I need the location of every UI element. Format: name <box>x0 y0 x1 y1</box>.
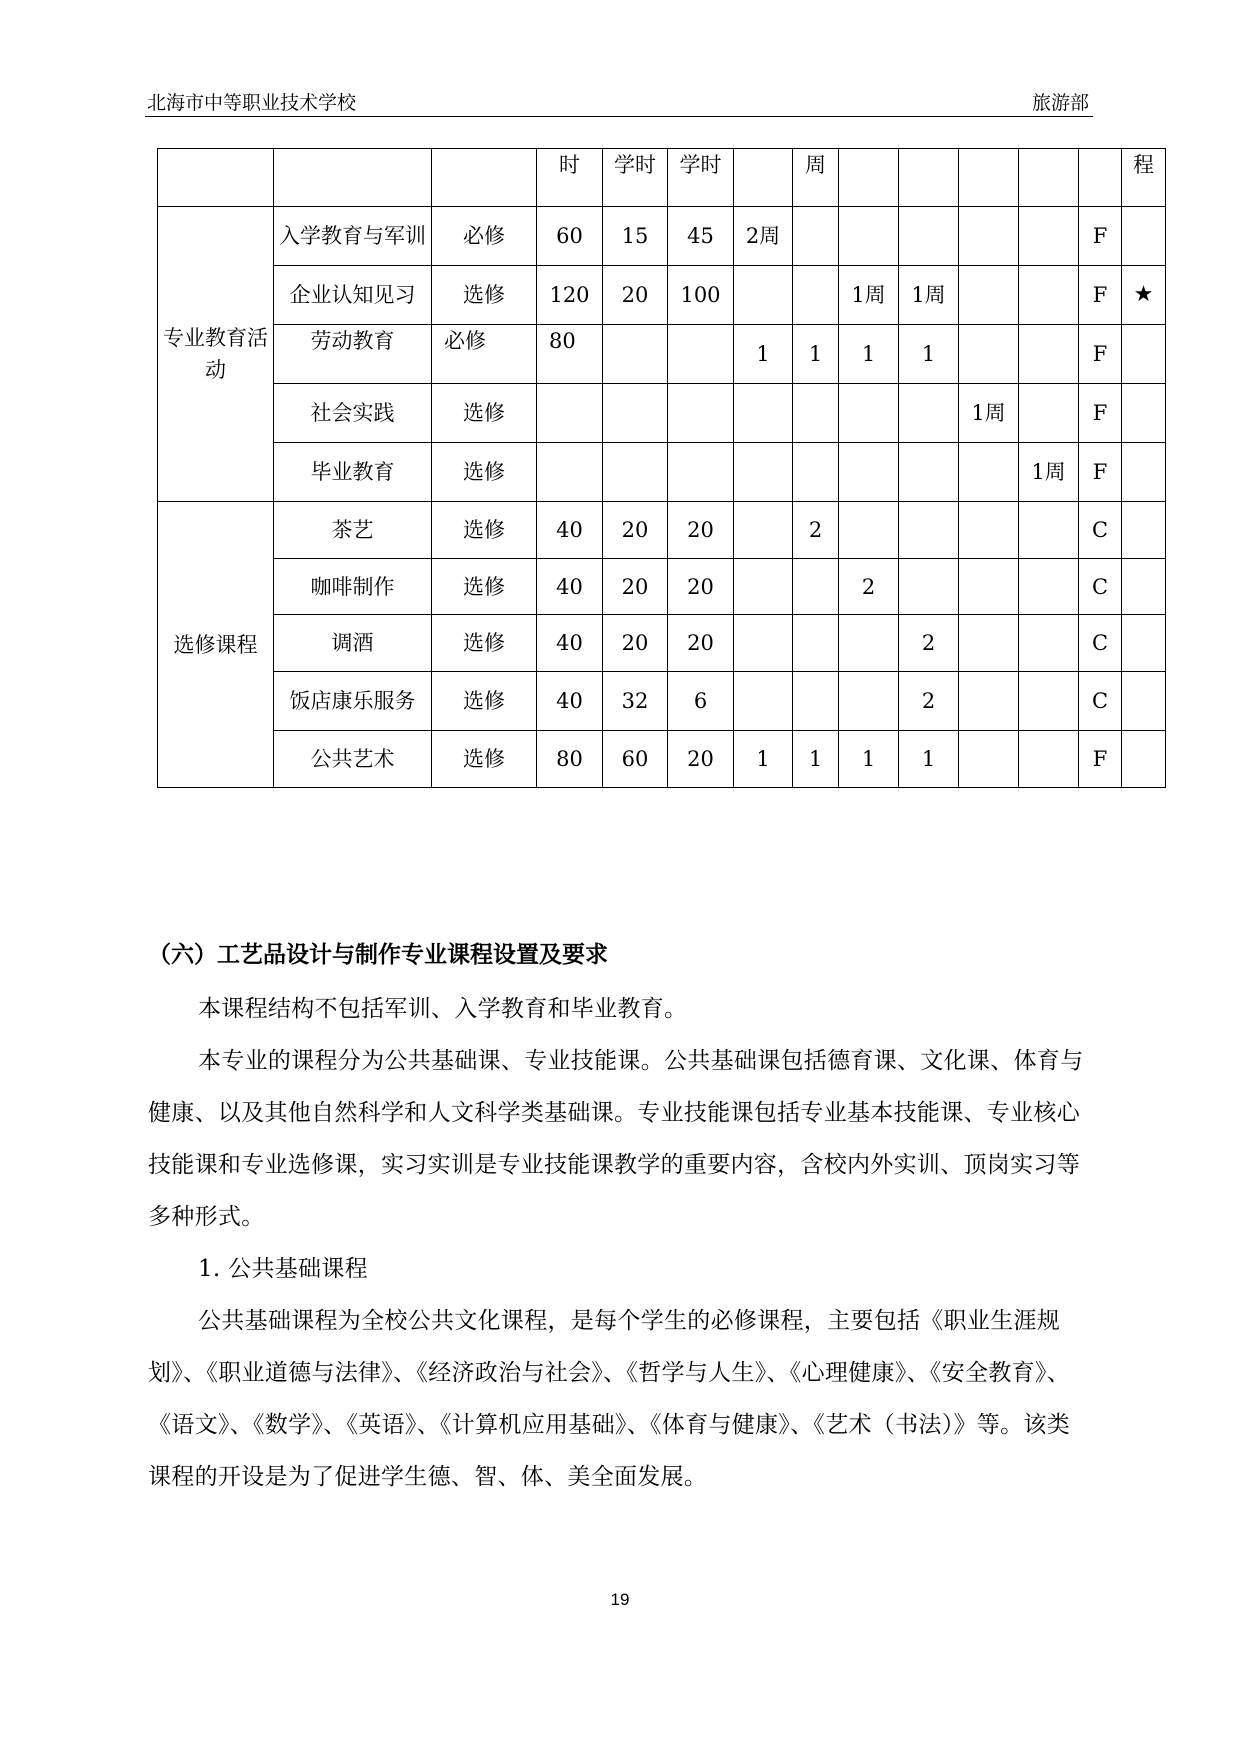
assessment: F <box>1079 266 1122 325</box>
subsection-heading: 1. 公共基础课程 <box>198 1256 368 1282</box>
practice-hours <box>668 384 734 443</box>
header-cell <box>432 149 537 207</box>
semester-3 <box>839 672 899 731</box>
header-cell <box>839 149 899 207</box>
core-mark <box>1122 731 1166 788</box>
table-row <box>158 443 1166 502</box>
semester-5 <box>959 672 1019 731</box>
table-row <box>158 207 1166 266</box>
semester-6 <box>1019 559 1079 615</box>
semester-3 <box>839 384 899 443</box>
theory-hours <box>603 443 668 502</box>
semester-4: 1 <box>899 325 959 384</box>
core-mark <box>1122 207 1166 266</box>
table-row <box>158 325 1166 384</box>
paragraph: 本课程结构不包括军训、入学教育和毕业教育。 <box>198 996 688 1022</box>
course-name: 社会实践 <box>274 384 432 443</box>
semester-3: 1 <box>839 325 899 384</box>
course-type: 选修 <box>432 615 537 672</box>
semester-4: 2 <box>899 615 959 672</box>
page-header <box>145 86 1093 117</box>
table-row <box>158 384 1166 443</box>
semester-4 <box>899 559 959 615</box>
assessment: C <box>1079 502 1122 559</box>
assessment: F <box>1079 325 1122 384</box>
table-row <box>158 559 1166 615</box>
semester-3: 1周 <box>839 266 899 325</box>
practice-hours: 20 <box>668 615 734 672</box>
school-name: 北海市中等职业技术学校 <box>147 92 357 114</box>
assessment: F <box>1079 731 1122 788</box>
header-cell <box>274 149 432 207</box>
semester-3: 1 <box>839 731 899 788</box>
header-cell: 程 <box>1122 149 1166 207</box>
course-table <box>157 148 1166 788</box>
semester-1 <box>734 559 793 615</box>
semester-2 <box>793 384 839 443</box>
course-name: 毕业教育 <box>274 443 432 502</box>
theory-hours: 20 <box>603 559 668 615</box>
course-name: 入学教育与军训 <box>274 207 432 266</box>
semester-4 <box>899 443 959 502</box>
assessment: C <box>1079 559 1122 615</box>
semester-1 <box>734 502 793 559</box>
category-cell: 专业教育活动 <box>158 207 274 502</box>
table-row <box>158 266 1166 325</box>
semester-5: 1周 <box>959 384 1019 443</box>
semester-2: 2 <box>793 502 839 559</box>
course-name: 企业认知见习 <box>274 266 432 325</box>
semester-4 <box>899 384 959 443</box>
theory-hours: 32 <box>603 672 668 731</box>
course-type: 必修 <box>432 325 537 384</box>
assessment: F <box>1079 384 1122 443</box>
semester-1 <box>734 384 793 443</box>
semester-2 <box>793 672 839 731</box>
course-type: 选修 <box>432 384 537 443</box>
semester-3 <box>839 443 899 502</box>
semester-3 <box>839 615 899 672</box>
course-name: 茶艺 <box>274 502 432 559</box>
semester-1: 1 <box>734 325 793 384</box>
total-hours: 60 <box>537 207 603 266</box>
semester-4 <box>899 207 959 266</box>
total-hours: 40 <box>537 559 603 615</box>
semester-1 <box>734 672 793 731</box>
core-mark <box>1122 325 1166 384</box>
semester-3 <box>839 502 899 559</box>
theory-hours: 20 <box>603 266 668 325</box>
category-cell: 选修课程 <box>158 502 274 788</box>
semester-1: 2周 <box>734 207 793 266</box>
header-cell <box>899 149 959 207</box>
semester-2 <box>793 443 839 502</box>
core-mark <box>1122 443 1166 502</box>
semester-5 <box>959 731 1019 788</box>
total-hours: 80 <box>537 325 603 384</box>
course-type: 选修 <box>432 266 537 325</box>
table-row <box>158 731 1166 788</box>
theory-hours: 15 <box>603 207 668 266</box>
course-name: 调酒 <box>274 615 432 672</box>
course-type: 选修 <box>432 559 537 615</box>
semester-6 <box>1019 325 1079 384</box>
theory-hours: 20 <box>603 615 668 672</box>
semester-4: 1周 <box>899 266 959 325</box>
theory-hours: 60 <box>603 731 668 788</box>
core-mark <box>1122 672 1166 731</box>
header-cell <box>959 149 1019 207</box>
section-title: （六）工艺品设计与制作专业课程设置及要求 <box>148 942 608 968</box>
semester-2 <box>793 615 839 672</box>
theory-hours <box>603 384 668 443</box>
semester-5 <box>959 207 1019 266</box>
core-mark <box>1122 384 1166 443</box>
paragraph: 本专业的课程分为公共基础课、专业技能课。公共基础课包括德育课、文化课、体育与健康、以及其他自然科学和人文科学类基础课。专业技能课包括专业基本技能课、专业核心技能课和专业选修课，实习实训是专业技能课教学的重要内容，含校内外实训、顶岗实习等多种形式。 <box>148 1048 1084 1230</box>
semester-5 <box>959 559 1019 615</box>
core-mark: ★ <box>1122 266 1166 325</box>
table-row <box>158 672 1166 731</box>
semester-3: 2 <box>839 559 899 615</box>
core-mark <box>1122 615 1166 672</box>
course-type: 必修 <box>432 207 537 266</box>
course-name: 劳动教育 <box>274 325 432 384</box>
assessment: F <box>1079 207 1122 266</box>
header-cell <box>158 149 274 207</box>
semester-2 <box>793 559 839 615</box>
semester-6 <box>1019 384 1079 443</box>
total-hours <box>537 384 603 443</box>
practice-hours: 20 <box>668 502 734 559</box>
department-name: 旅游部 <box>1031 92 1089 114</box>
core-mark <box>1122 559 1166 615</box>
semester-6 <box>1019 731 1079 788</box>
assessment: C <box>1079 615 1122 672</box>
header-cell <box>734 149 793 207</box>
theory-hours: 20 <box>603 502 668 559</box>
semester-1 <box>734 266 793 325</box>
assessment: C <box>1079 672 1122 731</box>
semester-3 <box>839 207 899 266</box>
assessment: F <box>1079 443 1122 502</box>
header-cell <box>1019 149 1079 207</box>
course-type: 选修 <box>432 502 537 559</box>
header-cell: 学时 <box>668 149 734 207</box>
semester-6 <box>1019 266 1079 325</box>
semester-6 <box>1019 615 1079 672</box>
header-cell <box>1079 149 1122 207</box>
semester-6: 1周 <box>1019 443 1079 502</box>
semester-5 <box>959 615 1019 672</box>
course-name: 咖啡制作 <box>274 559 432 615</box>
semester-2 <box>793 207 839 266</box>
semester-6 <box>1019 207 1079 266</box>
semester-2: 1 <box>793 325 839 384</box>
semester-4 <box>899 502 959 559</box>
semester-4: 1 <box>899 731 959 788</box>
total-hours: 40 <box>537 615 603 672</box>
paragraph: 公共基础课程为全校公共文化课程，是每个学生的必修课程，主要包括《职业生涯规划》、《职业道德与法律》、《经济政治与社会》、《哲学与人生》、《心理健康》、《安全教育》、《语文》、《数学》、《英语》、《计算机应用基础》、《体育与健康》、《艺术（书法）》等。该类课程的开设是为了促进学生德、智、体、美全面发展。 <box>148 1308 1070 1490</box>
practice-hours: 20 <box>668 559 734 615</box>
semester-6 <box>1019 502 1079 559</box>
total-hours <box>537 443 603 502</box>
page-number: 19 <box>610 1590 630 1609</box>
course-type: 选修 <box>432 731 537 788</box>
course-type: 选修 <box>432 443 537 502</box>
total-hours: 120 <box>537 266 603 325</box>
semester-1: 1 <box>734 731 793 788</box>
practice-hours <box>668 325 734 384</box>
practice-hours: 6 <box>668 672 734 731</box>
semester-5 <box>959 443 1019 502</box>
practice-hours: 20 <box>668 731 734 788</box>
semester-6 <box>1019 672 1079 731</box>
practice-hours: 100 <box>668 266 734 325</box>
semester-1 <box>734 615 793 672</box>
semester-5 <box>959 325 1019 384</box>
table-row <box>158 502 1166 559</box>
total-hours: 40 <box>537 672 603 731</box>
header-cell: 学时 <box>603 149 668 207</box>
course-name: 公共艺术 <box>274 731 432 788</box>
theory-hours <box>603 325 668 384</box>
semester-4: 2 <box>899 672 959 731</box>
header-cell: 时 <box>537 149 603 207</box>
semester-1 <box>734 443 793 502</box>
practice-hours: 45 <box>668 207 734 266</box>
semester-2: 1 <box>793 731 839 788</box>
total-hours: 40 <box>537 502 603 559</box>
total-hours: 80 <box>537 731 603 788</box>
course-name: 饭店康乐服务 <box>274 672 432 731</box>
practice-hours <box>668 443 734 502</box>
core-mark <box>1122 502 1166 559</box>
table-header-row <box>158 149 1166 207</box>
semester-2 <box>793 266 839 325</box>
semester-5 <box>959 502 1019 559</box>
header-cell: 周 <box>793 149 839 207</box>
table-row <box>158 615 1166 672</box>
semester-5 <box>959 266 1019 325</box>
section-body <box>148 935 1093 1503</box>
course-type: 选修 <box>432 672 537 731</box>
